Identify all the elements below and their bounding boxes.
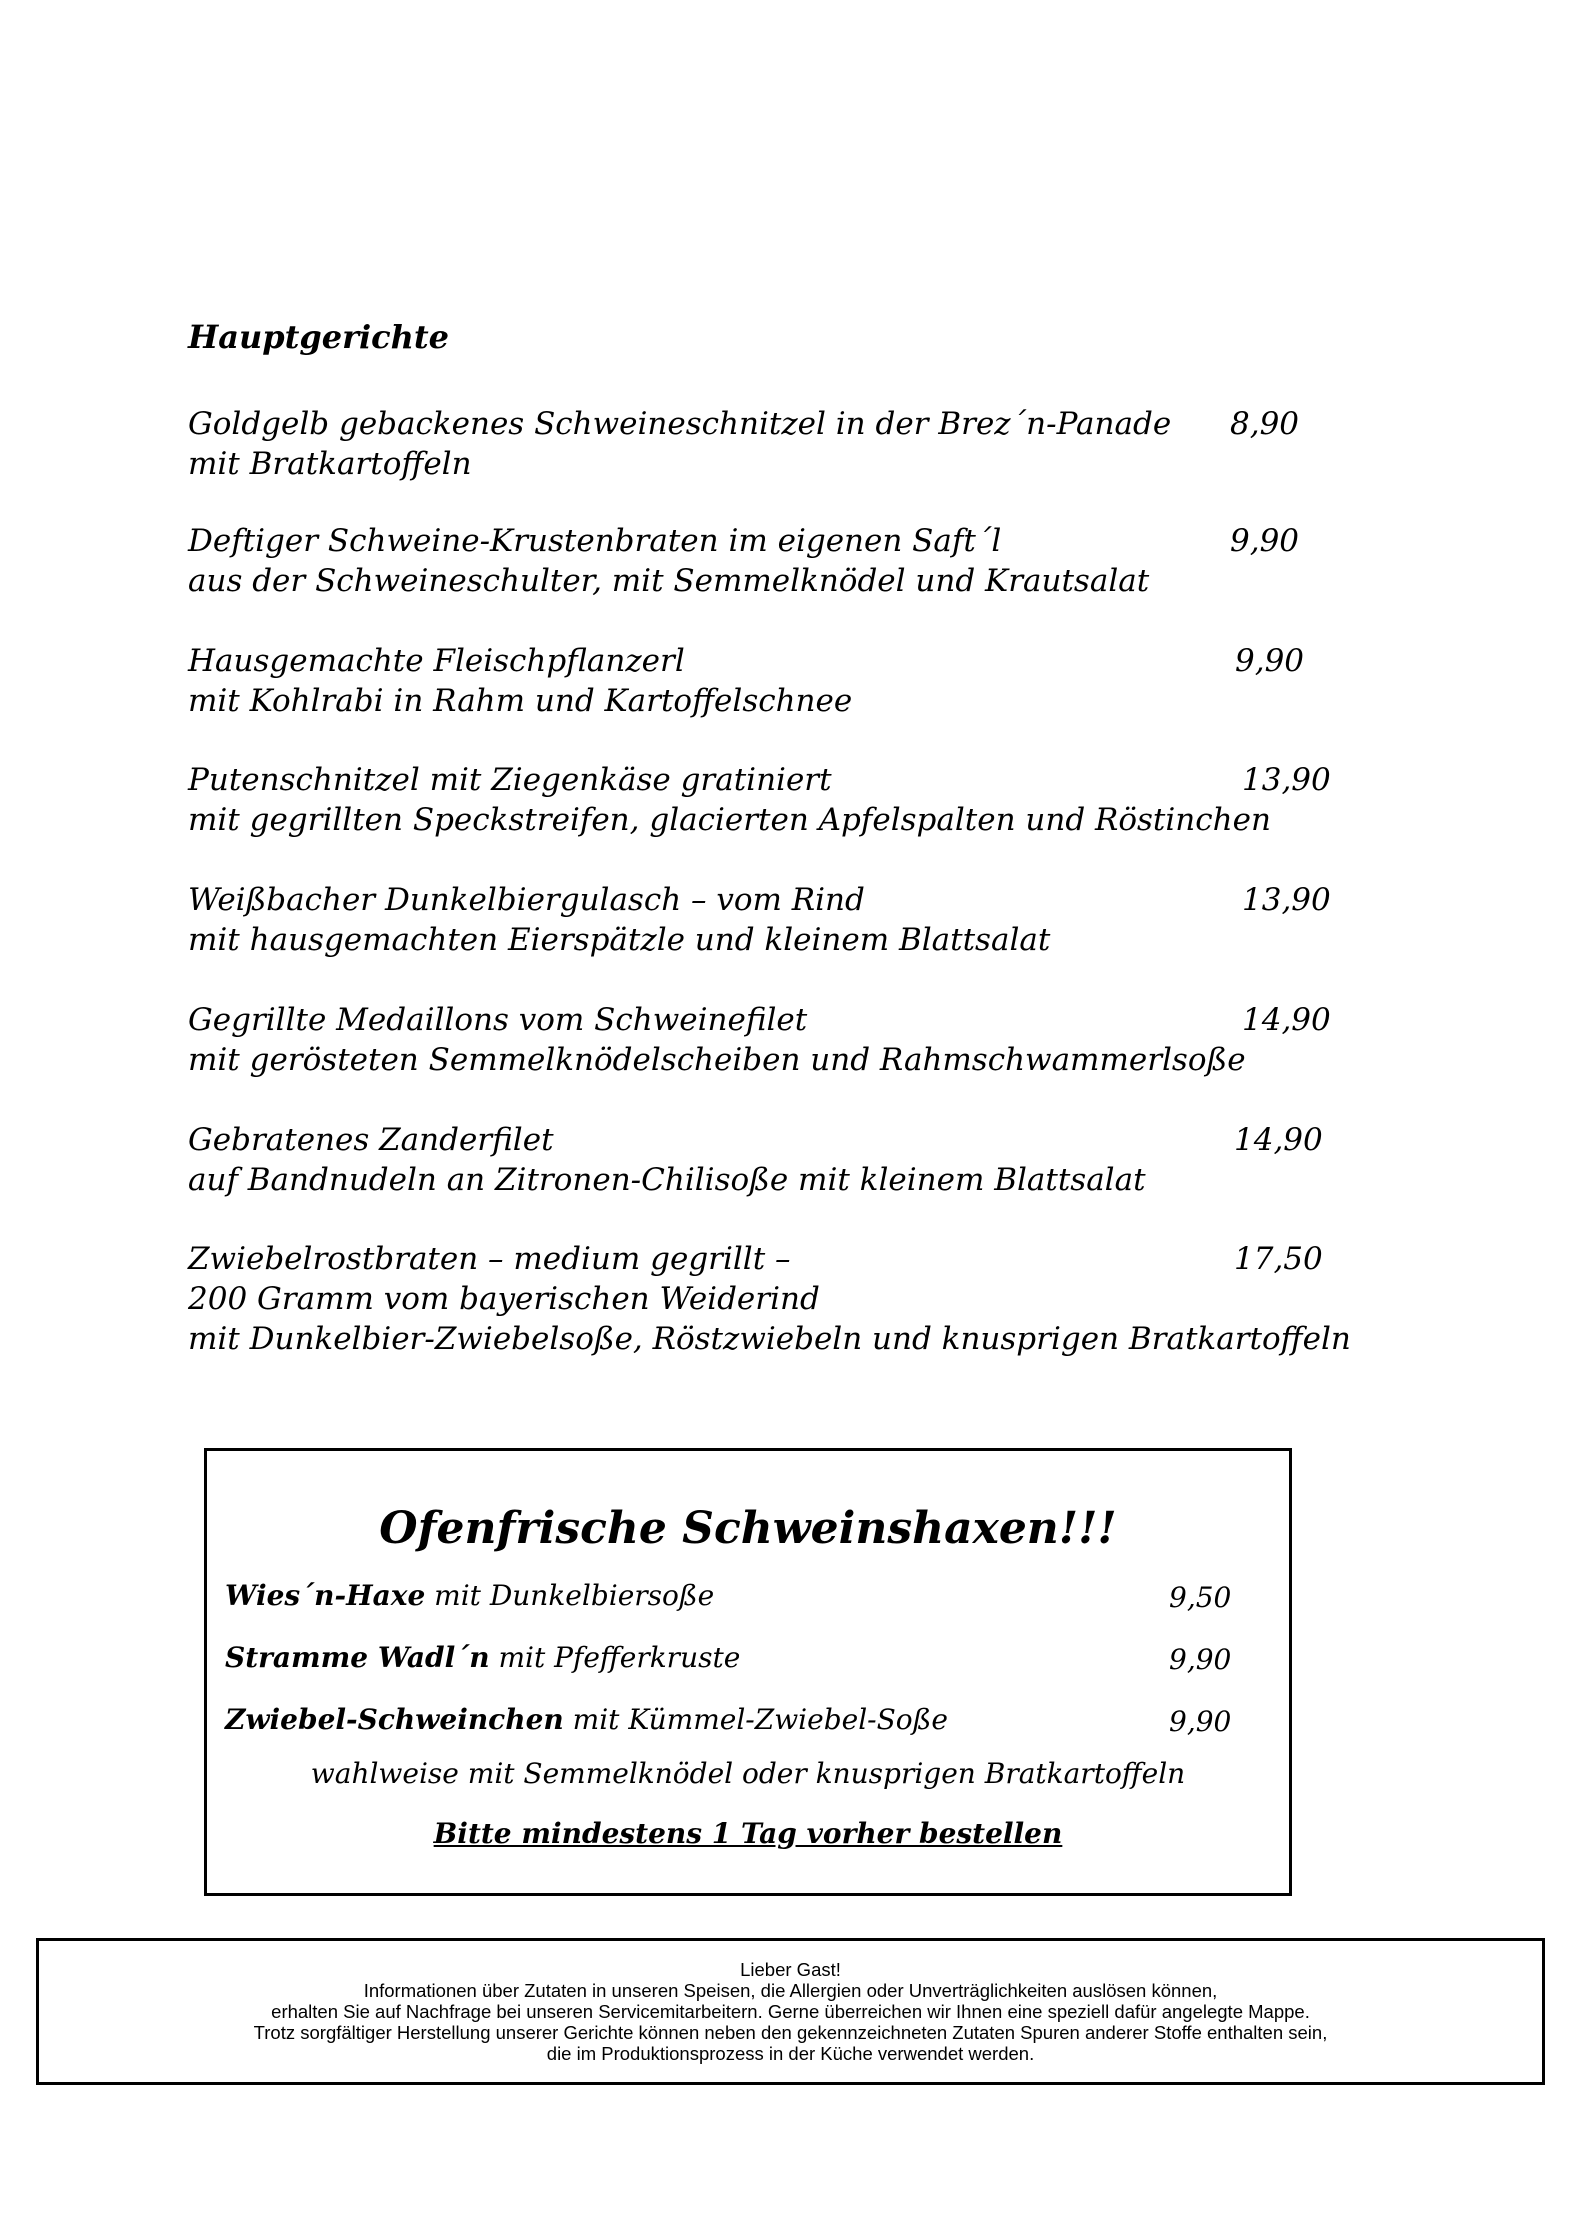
haxe-name: Stramme Wadl´n [225,1641,490,1674]
dish-price: 13,90 [1242,882,1331,918]
dish-price: 9,90 [1235,643,1305,679]
info-line: die im Produktionsprozess in der Küche verwendet werden. [546,2043,1035,2064]
dish-name: Zwiebelrostbraten – medium gegrillt – [188,1241,791,1277]
haxe-name: Zwiebel-Schweinchen [225,1703,564,1736]
dish-name: Goldgelb gebackenes Schweineschnitzel in der Brez´n-Panade [188,406,1172,442]
haxen-box [204,1448,1292,1896]
dish-price: 9,90 [1230,523,1300,559]
info-line: Informationen über Zutaten in unseren Speisen, die Allergien oder Unverträglichkeiten auslösen können, [363,1980,1218,2001]
order-note: Bitte mindestens 1 Tag vorher bestellen [433,1817,1063,1850]
dish-item [188,641,1348,721]
dish-item [188,404,1348,484]
dish-description: auf Bandnudeln an Zitronen-Chilisoße mit kleinem Blattsalat [188,1162,1146,1198]
dish-price: 14,90 [1234,1122,1323,1158]
dish-name: Deftiger Schweine-Krustenbraten im eigenen Saft´l [188,523,1002,559]
dish-description: mit Kohlrabi in Rahm und Kartoffelschnee [188,683,853,719]
dish-price: 14,90 [1242,1002,1331,1038]
dish-name: Gebratenes Zanderfilet [188,1122,554,1158]
dish-description: mit Dunkelbier-Zwiebelsoße, Röstzwiebeln und knusprigen Bratkartoffeln [188,1321,1351,1357]
section-title: Hauptgerichte [188,318,450,356]
haxe-item [225,1579,714,1612]
dish-price: 8,90 [1230,406,1300,442]
dish-description: 200 Gramm vom bayerischen Weiderind [188,1281,820,1317]
dish-item [188,1239,1351,1359]
haxe-description: mit Pfefferkruste [489,1641,741,1674]
allergen-info-box [36,1938,1545,2085]
dish-description: mit gerösteten Semmelknödelscheiben und Rahmschwammerlsoße [188,1042,1246,1078]
dish-description: mit Bratkartoffeln [188,446,472,482]
side-dish-note: wahlweise mit Semmelknödel oder knusprigen Bratkartoffeln [310,1757,1186,1790]
haxe-price: 9,90 [1169,1705,1232,1738]
info-line: Trotz sorgfältiger Herstellung unserer Gerichte können neben den gekennzeichneten Zutaten Spuren anderer Stoffe enthalten sein, [253,2022,1328,2043]
dish-description: mit gegrillten Speckstreifen, glacierten Apfelspalten und Röstinchen [188,802,1271,838]
info-greeting: Lieber Gast! [740,1959,841,1980]
haxe-price: 9,90 [1169,1643,1232,1676]
dish-description: mit hausgemachten Eierspätzle und kleinem Blattsalat [188,922,1051,958]
dish-item [188,521,1348,601]
haxen-title: Ofenfrische Schweinshaxen!!! [379,1503,1117,1554]
dish-price: 13,90 [1242,762,1331,798]
haxe-description: mit Kümmel-Zwiebel-Soße [563,1703,948,1736]
haxe-description: mit Dunkelbiersoße [425,1579,715,1612]
dish-price: 17,50 [1234,1241,1323,1277]
dish-item [188,880,1348,960]
haxe-item [225,1641,740,1674]
info-line: erhalten Sie auf Nachfrage bei unseren Servicemitarbeitern. Gerne überreichen wir Ihnen eine speziell dafür angelegte Mappe. [271,2001,1310,2022]
dish-item [188,1120,1348,1200]
dish-name: Hausgemachte Fleischpflanzerl [188,643,685,679]
dish-item [188,760,1348,840]
dish-name: Weißbacher Dunkelbiergulasch – vom Rind [188,882,865,918]
dish-description: aus der Schweineschulter, mit Semmelknödel und Krautsalat [188,563,1150,599]
haxe-price: 9,50 [1169,1581,1232,1614]
dish-name: Gegrillte Medaillons vom Schweinefilet [188,1002,808,1038]
dish-name: Putenschnitzel mit Ziegenkäse gratiniert [188,762,832,798]
dish-item [188,1000,1348,1080]
haxe-item [225,1703,948,1736]
haxe-name: Wies´n-Haxe [225,1579,426,1612]
